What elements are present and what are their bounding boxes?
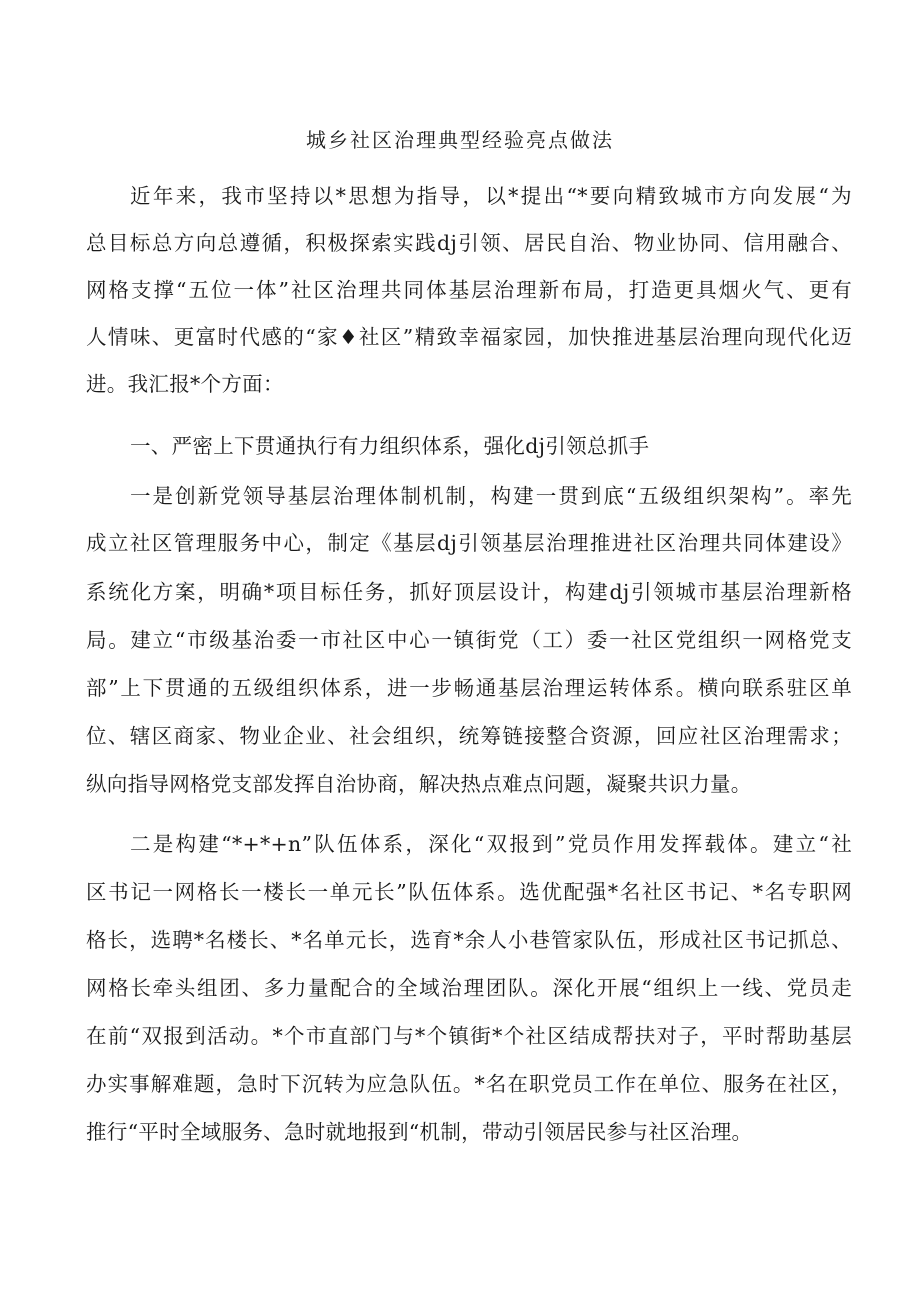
paragraph-4-line-5: 在前“双报到活动。*个市直部门与*个镇街*个社区结成帮扶对子，平时帮助基层 [86, 1024, 852, 1048]
paragraph-1-line-5: 进。我汇报*个方面： [86, 372, 284, 396]
paragraph-1-line-1: 近年来，我市坚持以*思想为指导，以*提出“*要向精致城市方向发展“为 [130, 184, 852, 208]
paragraph-4-line-4: 网格长牵头组团、多力量配合的全域治理团队。深化开展“组织上一线、党员走 [86, 976, 852, 1000]
paragraph-4-line-2: 区书记一网格长一楼长一单元长”队伍体系。选优配强*名社区书记、*名专职网 [86, 880, 852, 904]
paragraph-4-line-3: 格长，选聘*名楼长、*名单元长，选育*余人小巷管家队伍，形成社区书记抓总、 [86, 928, 852, 952]
paragraph-4-line-7: 推行“平时全域服务、急时就地报到“机制，带动引领居民参与社区治理。 [86, 1120, 753, 1144]
paragraph-1-line-2: 总目标总方向总遵循，积极探索实践dj引领、居民自治、物业协同、信用融合、 [86, 231, 852, 255]
paragraph-1-line-3: 网格支撑“五位一体”社区治理共同体基层治理新布局，打造更具烟火气、更有 [86, 278, 852, 302]
paragraph-4-line-1: 二是构建“*+*+n”队伍体系，深化“双报到”党员作用发挥载体。建立“社 [130, 832, 852, 856]
paragraph-1-line-4: 人情味、更富时代感的“家♦社区”精致幸福家园，加快推进基层治理向现代化迈 [86, 325, 852, 349]
section-heading-1: 一、严密上下贯通执行有力组织体系，强化dj引领总抓手 [130, 434, 650, 458]
paragraph-3-line-7: 纵向指导网格党支部发挥自治协商，解决热点难点问题，凝聚共识力量。 [86, 772, 752, 796]
document-title: 城乡社区治理典型经验亮点做法 [306, 128, 614, 152]
paragraph-3-line-4: 局。建立“市级基治委一市社区中心一镇街党（工）委一社区党组织一网格党支 [86, 628, 852, 652]
paragraph-3-line-2: 成立社区管理服务中心，制定《基层dj引领基层治理推进社区治理共同体建设》 [86, 531, 852, 555]
paragraph-3-line-3: 系统化方案，明确*项目标任务，抓好顶层设计，构建dj引领城市基层治理新格 [86, 580, 852, 604]
paragraph-3-line-1: 一是创新党领导基层治理体制机制，构建一贯到底“五级组织架构”。率先 [130, 484, 852, 508]
paragraph-3-line-5: 部”上下贯通的五级组织体系，进一步畅通基层治理运转体系。横向联系驻区单 [86, 676, 852, 700]
paragraph-4-line-6: 办实事解难题，急时下沉转为应急队伍。*名在职党员工作在单位、服务在社区， [86, 1072, 852, 1096]
paragraph-3-line-6: 位、辖区商家、物业企业、社会组织，统筹链接整合资源，回应社区治理需求； [86, 724, 852, 748]
